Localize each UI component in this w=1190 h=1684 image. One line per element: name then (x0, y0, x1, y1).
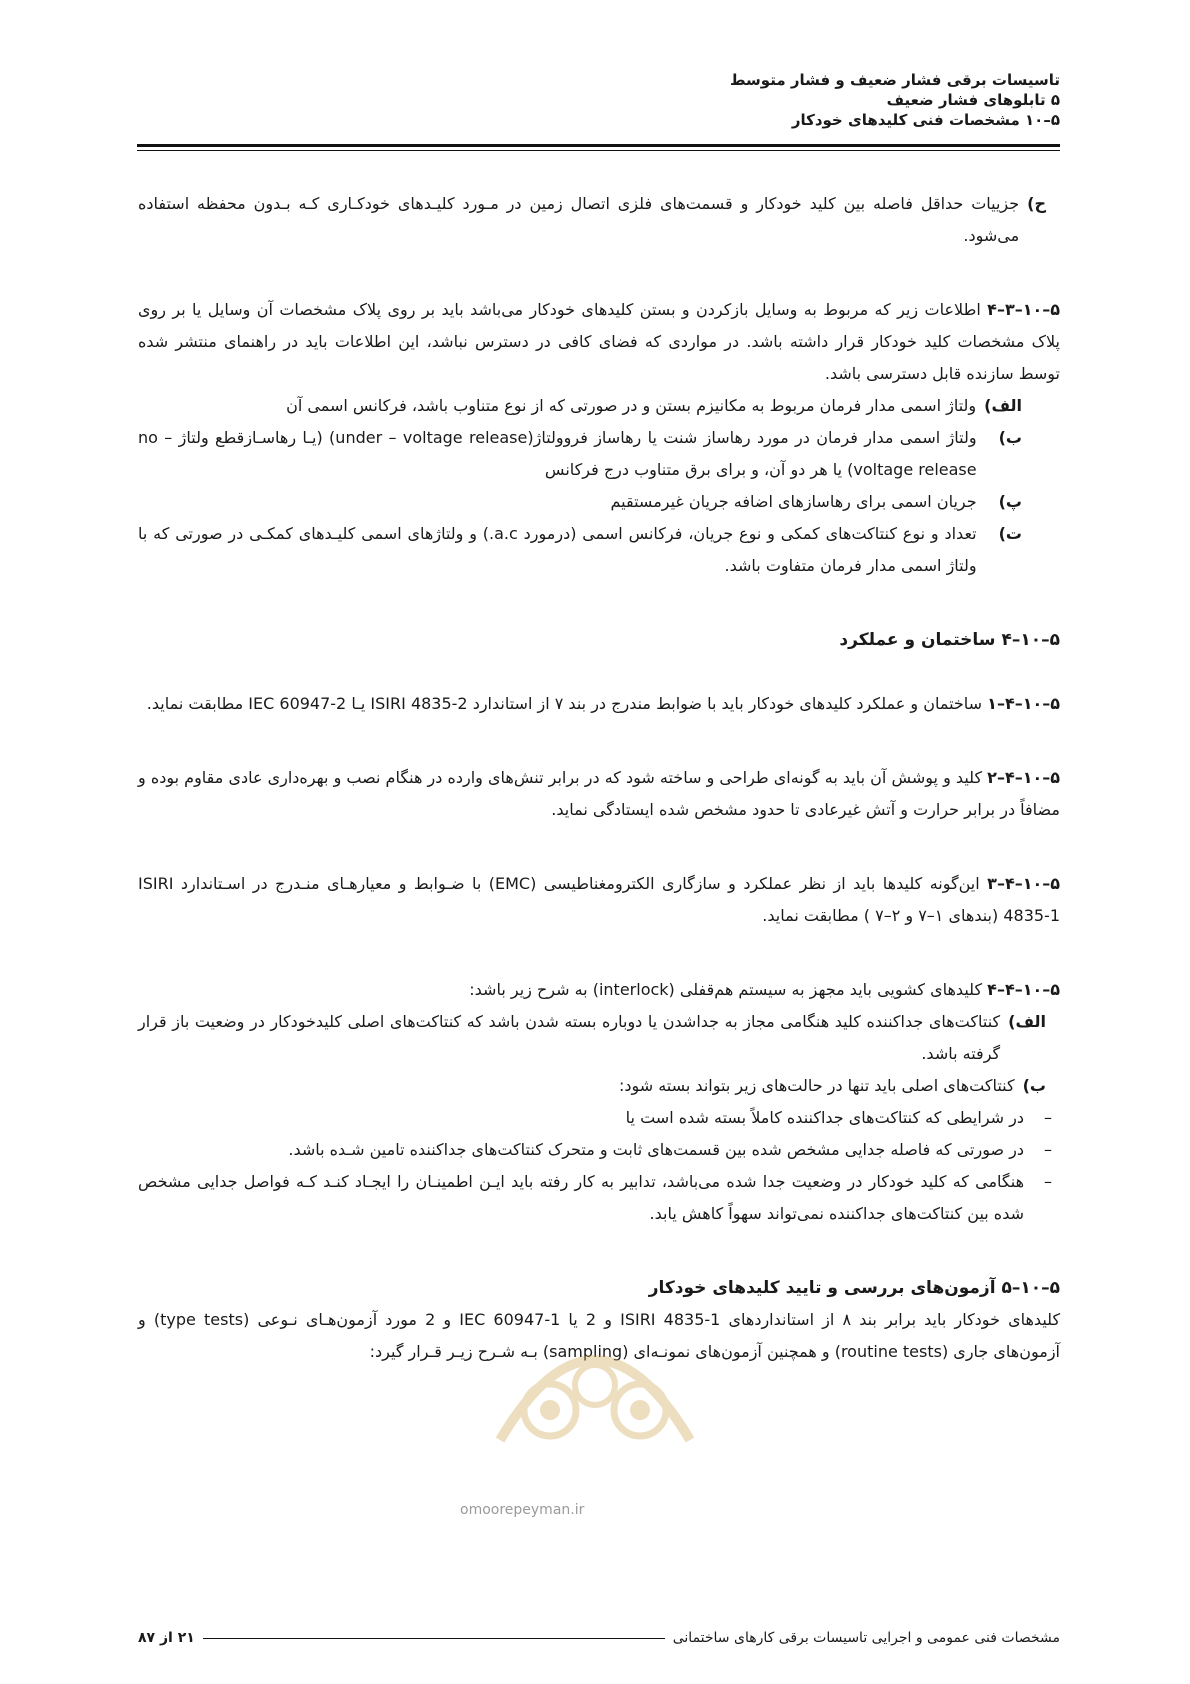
section-number: ۵–۱۰–۴–۱ (987, 694, 1060, 713)
dash-marker: – (1044, 1172, 1052, 1191)
dash-item (138, 1134, 1060, 1166)
list-item-be (138, 1070, 1060, 1102)
paragraph-text: کلید و پوشش آن باید به گونه‌ای طراحی و ساخته شود که در برابر تنش‌های وارده در هنگام نصب و بهره‌داری عادی مقاوم بوده و مضافاً در برابر حرارت و آتش غیرعادی تا حدود مشخص شده ایستادگی نماید. (138, 768, 1060, 819)
paragraph-text: کلیدهای کشویی باید مجهز به سیستم هم‌قفلی (interlock) به شرح زیر باشد: (469, 980, 983, 999)
list-marker: ت) (998, 524, 1022, 543)
paragraph-text: ساختمان و عملکرد کلیدهای خودکار باید با ضوابط مندرج در بند ۷ از استاندارد ISIRI 4835-2 یـا IEC 60947-2 مطابقت نماید. (146, 694, 983, 713)
list-item-text: جزییات حداقل فاصله بین کلید خودکار و قسمت‌های فلزی اتصال زمین در مـورد کلیـدهای خودکـاری کـه بـدون محفظه استفاده می‌شود. (138, 194, 1020, 245)
header-line-3: ۵–۱۰ مشخصات فنی کلیدهای خودکار (791, 111, 1060, 129)
list-item-text: کنتاکت‌های جداکننده کلید هنگامی مجاز به جداشدن یا دوباره بسته شدن باشد که کنتاکت‌های اصلی کلیدخودکار در وضعیت باز قرار گرفته باشد. (138, 1012, 1001, 1063)
section-5-10-4-4 (138, 974, 1060, 1006)
list-marker: ب) (1022, 1076, 1046, 1095)
watermark-logo (470, 1290, 720, 1470)
list-item-be (138, 422, 1060, 486)
list-marker: الف) (984, 396, 1022, 415)
paragraph-text: اطلاعات زیر که مربوط به وسایل بازکردن و بستن کلیدهای خودکار می‌باشد باید بر روی پلاک مشخصات آن وسایل یا بر روی پلاک مشخصات کلید خودکار قرار داشته باشد. در مواردی که فضای کافی در دسترس نباشد، این اطلاعات باید در راهنمای منتشر شده توسط سازنده قابل دسترسی باشد. (138, 300, 1060, 383)
dash-marker: – (1044, 1108, 1052, 1127)
section-heading-tests: ۵–۱۰–۵ آزمون‌های بررسی و تایید کلیدهای خودکار (648, 1278, 1060, 1298)
section-number: ۵–۱۰–۴–۲ (987, 768, 1060, 787)
section-heading-construction: ۵–۱۰–۴ ساختمان و عملکرد (839, 630, 1060, 650)
list-item-text: ولتاژ اسمی مدار فرمان در مورد رهاساز شنت یا رهاساز فروولتاژ(under – voltage release) (یـا رهاسـازقطع ولتاژ no – voltage release) یا هر دو آن، و برای برق متناوب درج فرکانس (138, 428, 977, 479)
running-header (130, 70, 1060, 130)
list-item-pe (138, 486, 1060, 518)
list-item-te (138, 518, 1060, 582)
paragraph-text: این‌گونه کلیدها باید از نظر عملکرد و سازگاری الکترومغناطیسی (EMC) با ضـوابط و معیارهـای منـدرج در اسـتاندارد ISIRI 4835-1 (بندهای ۱–۷ و ۲–۷ ) مطابقت نماید. (138, 874, 1060, 925)
list-item-text: ولتاژ اسمی مدار فرمان مربوط به مکانیزم بستن و در صورتی که از نوع متناوب باشد، فرکانس اسمی آن (286, 396, 977, 415)
footer-title: مشخصات فنی عمومی و اجرایی تاسیسات برقی کارهای ساختمانی (672, 1630, 1060, 1646)
section-5-10-4-2 (138, 762, 1060, 826)
list-item-alef (138, 1006, 1060, 1070)
dash-item (138, 1102, 1060, 1134)
dash-item (138, 1166, 1060, 1230)
section-5-10-4-1 (138, 688, 1060, 720)
header-line-1: تاسیسات برقی فشار ضعیف و فشار متوسط (729, 71, 1060, 89)
section-number: ۵–۱۰–۴–۳ (987, 874, 1060, 893)
header-rule-thick (137, 144, 1060, 147)
section-5-10-3-4 (138, 294, 1060, 390)
dash-item-text: هنگامی که کلید خودکار در وضعیت جدا شده می‌باشد، تدابیر به کار رفته باید ایـن اطمینـان را ایجـاد کنـد کـه فواصل جدایی مشخص شده بین کنتاکت‌های جداکننده نمی‌تواند سهواً کاهش یابد. (138, 1172, 1024, 1223)
list-item-alef (138, 390, 1060, 422)
list-marker: پ) (998, 492, 1022, 511)
section-5-10-5-text: کلیدهای خودکار باید برابر بند ۸ از استانداردهای ISIRI 4835-1 و 2 یا IEC 60947-1 و 2 مورد آزمون‌هـای نـوعی (type tests) و آزمون‌های جاری (routine tests) و همچنین آزمون‌های نمونـه‌ای (sampling) بـه شـرح زیـر قـرار گیرد: (138, 1310, 1061, 1361)
section-number: ۵–۱۰–۴–۴ (987, 980, 1060, 999)
list-marker: الف) (1008, 1012, 1046, 1031)
section-5-10-4-3 (138, 868, 1060, 932)
list-item-text: تعداد و نوع کنتاکت‌های کمکی و نوع جریان، فرکانس اسمی (درمورد a.c.) و ولتاژهای اسمی کلیـدهای کمکـی در صورتی که با ولتاژ اسمی مدار فرمان متفاوت باشد. (138, 524, 977, 575)
list-marker: ب) (998, 428, 1022, 447)
header-line-2: ۵ تابلوهای فشار ضعیف (886, 91, 1060, 109)
section-number: ۵–۱۰–۳–۴ (987, 300, 1060, 319)
dash-item-text: در صورتی که فاصله جدایی مشخص شده بین قسمت‌های ثابت و متحرک کنتاکت‌های جداکننده تامین شـده باشد. (288, 1140, 1024, 1159)
watermark-site: omoorepeyman.ir (460, 1502, 585, 1518)
dash-item-text: در شرایطی که کنتاکت‌های جداکننده کاملاً بسته شده است یا (625, 1108, 1024, 1127)
list-item-h (138, 188, 1060, 252)
footer-rule (203, 1638, 665, 1639)
list-item-text: کنتاکت‌های اصلی باید تنها در حالت‌های زیر بتواند بسته شود: (618, 1076, 1015, 1095)
list-marker: ح) (1027, 194, 1046, 213)
dash-marker: – (1044, 1140, 1052, 1159)
list-item-text: جریان اسمی برای رهاسازهای اضافه جریان غیرمستقیم (610, 492, 977, 511)
page-footer (138, 1626, 1060, 1650)
header-rule-thin (137, 150, 1060, 151)
page-number: ۲۱ از ۸۷ (138, 1630, 195, 1646)
document-body (138, 188, 1060, 1368)
